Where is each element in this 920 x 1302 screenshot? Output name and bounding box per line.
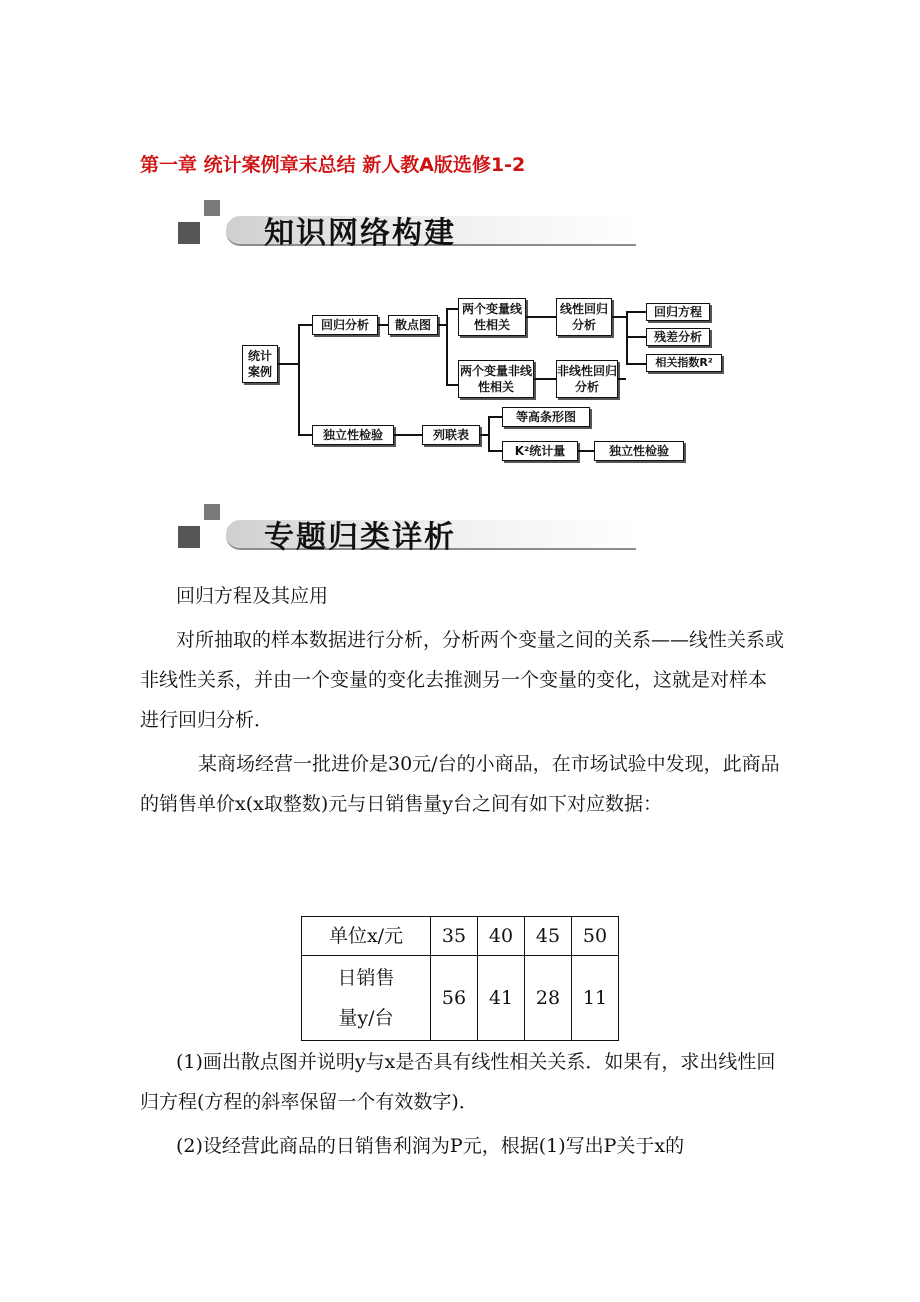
node-residual: 残差分析: [646, 328, 710, 346]
node-k2: K²统计量: [502, 441, 578, 461]
table-cell: 28: [525, 956, 572, 1041]
node-index: 相关指数R²: [646, 354, 722, 372]
connector: [626, 336, 646, 338]
connector: [480, 434, 488, 436]
connector: [488, 416, 502, 418]
table-cell: 日销售量y/台: [302, 956, 431, 1041]
table-row: [302, 917, 619, 956]
node-equation: 回归方程: [646, 303, 710, 321]
intro-paragraph: 对所抽取的样本数据进行分析，分析两个变量之间的关系——线性关系或非线性关系，并由一个变量的变化去推测另一个变量的变化，这就是对样本进行回归分析．: [140, 629, 785, 731]
section-banner-topics: [178, 504, 638, 560]
node-regression: 回归分析: [312, 315, 378, 335]
connector: [626, 363, 646, 365]
banner-title: 知识网络构建: [264, 216, 456, 251]
connector: [578, 450, 594, 452]
node-root: 统计案例: [242, 345, 278, 383]
banner-square-large: [178, 526, 200, 548]
banner-title: 专题归类详析: [264, 520, 456, 555]
connector: [626, 311, 646, 313]
table-row: [302, 956, 619, 1041]
connector: [394, 434, 422, 436]
connector: [446, 308, 448, 384]
banner-square-small: [204, 504, 220, 520]
node-contingency: 列联表: [422, 425, 480, 445]
section-banner-knowledge: [178, 200, 638, 256]
knowledge-diagram: [238, 290, 718, 470]
connector: [446, 384, 458, 386]
question-1: (1)画出散点图并说明y与x是否具有线性相关关系．如果有，求出线性回归方程(方程的斜率保留一个有效数字)．: [140, 1051, 776, 1113]
node-bar-chart: 等高条形图: [502, 407, 590, 427]
data-table: [301, 916, 619, 1041]
table-cell: 35: [431, 917, 478, 956]
node-linear-related: 两个变量线性相关: [458, 298, 526, 336]
connector: [612, 316, 626, 318]
connector: [526, 316, 556, 318]
table-cell: 41: [478, 956, 525, 1041]
banner-square-large: [178, 222, 200, 244]
node-nonlinear-related: 两个变量非线性相关: [458, 360, 534, 398]
table-cell: 50: [572, 917, 619, 956]
node-independence: 独立性检验: [312, 425, 394, 445]
node-indep-test: 独立性检验: [594, 441, 684, 461]
document-title: 第一章 统计案例章末总结 新人教A版选修1-2: [140, 154, 526, 176]
connector: [298, 434, 312, 436]
table-cell: 11: [572, 956, 619, 1041]
node-linear-analysis: 线性回归分析: [556, 298, 612, 336]
table-cell: 45: [525, 917, 572, 956]
section-heading: 回归方程及其应用: [176, 585, 329, 607]
connector: [446, 308, 458, 310]
problem-paragraph: 某商场经营一批进价是30元/台的小商品，在市场试验中发现，此商品的销售单价x(x取整数)元与日销售量y台之间有如下对应数据：: [140, 753, 780, 815]
question-2: (2)设经营此商品的日销售利润为P元，根据(1)写出P关于x的: [176, 1135, 685, 1157]
connector: [618, 378, 626, 380]
connector: [488, 416, 490, 450]
connector: [534, 378, 556, 380]
connector: [378, 324, 388, 326]
table-cell: 56: [431, 956, 478, 1041]
connector: [278, 363, 298, 365]
connector: [438, 324, 446, 326]
table-cell: 40: [478, 917, 525, 956]
connector: [488, 450, 502, 452]
node-scatter: 散点图: [388, 315, 438, 335]
banner-square-small: [204, 200, 220, 216]
node-nonlinear-analysis: 非线性回归分析: [556, 360, 618, 398]
connector: [298, 324, 312, 326]
table-cell: 单位x/元: [302, 917, 431, 956]
connector: [298, 324, 300, 434]
